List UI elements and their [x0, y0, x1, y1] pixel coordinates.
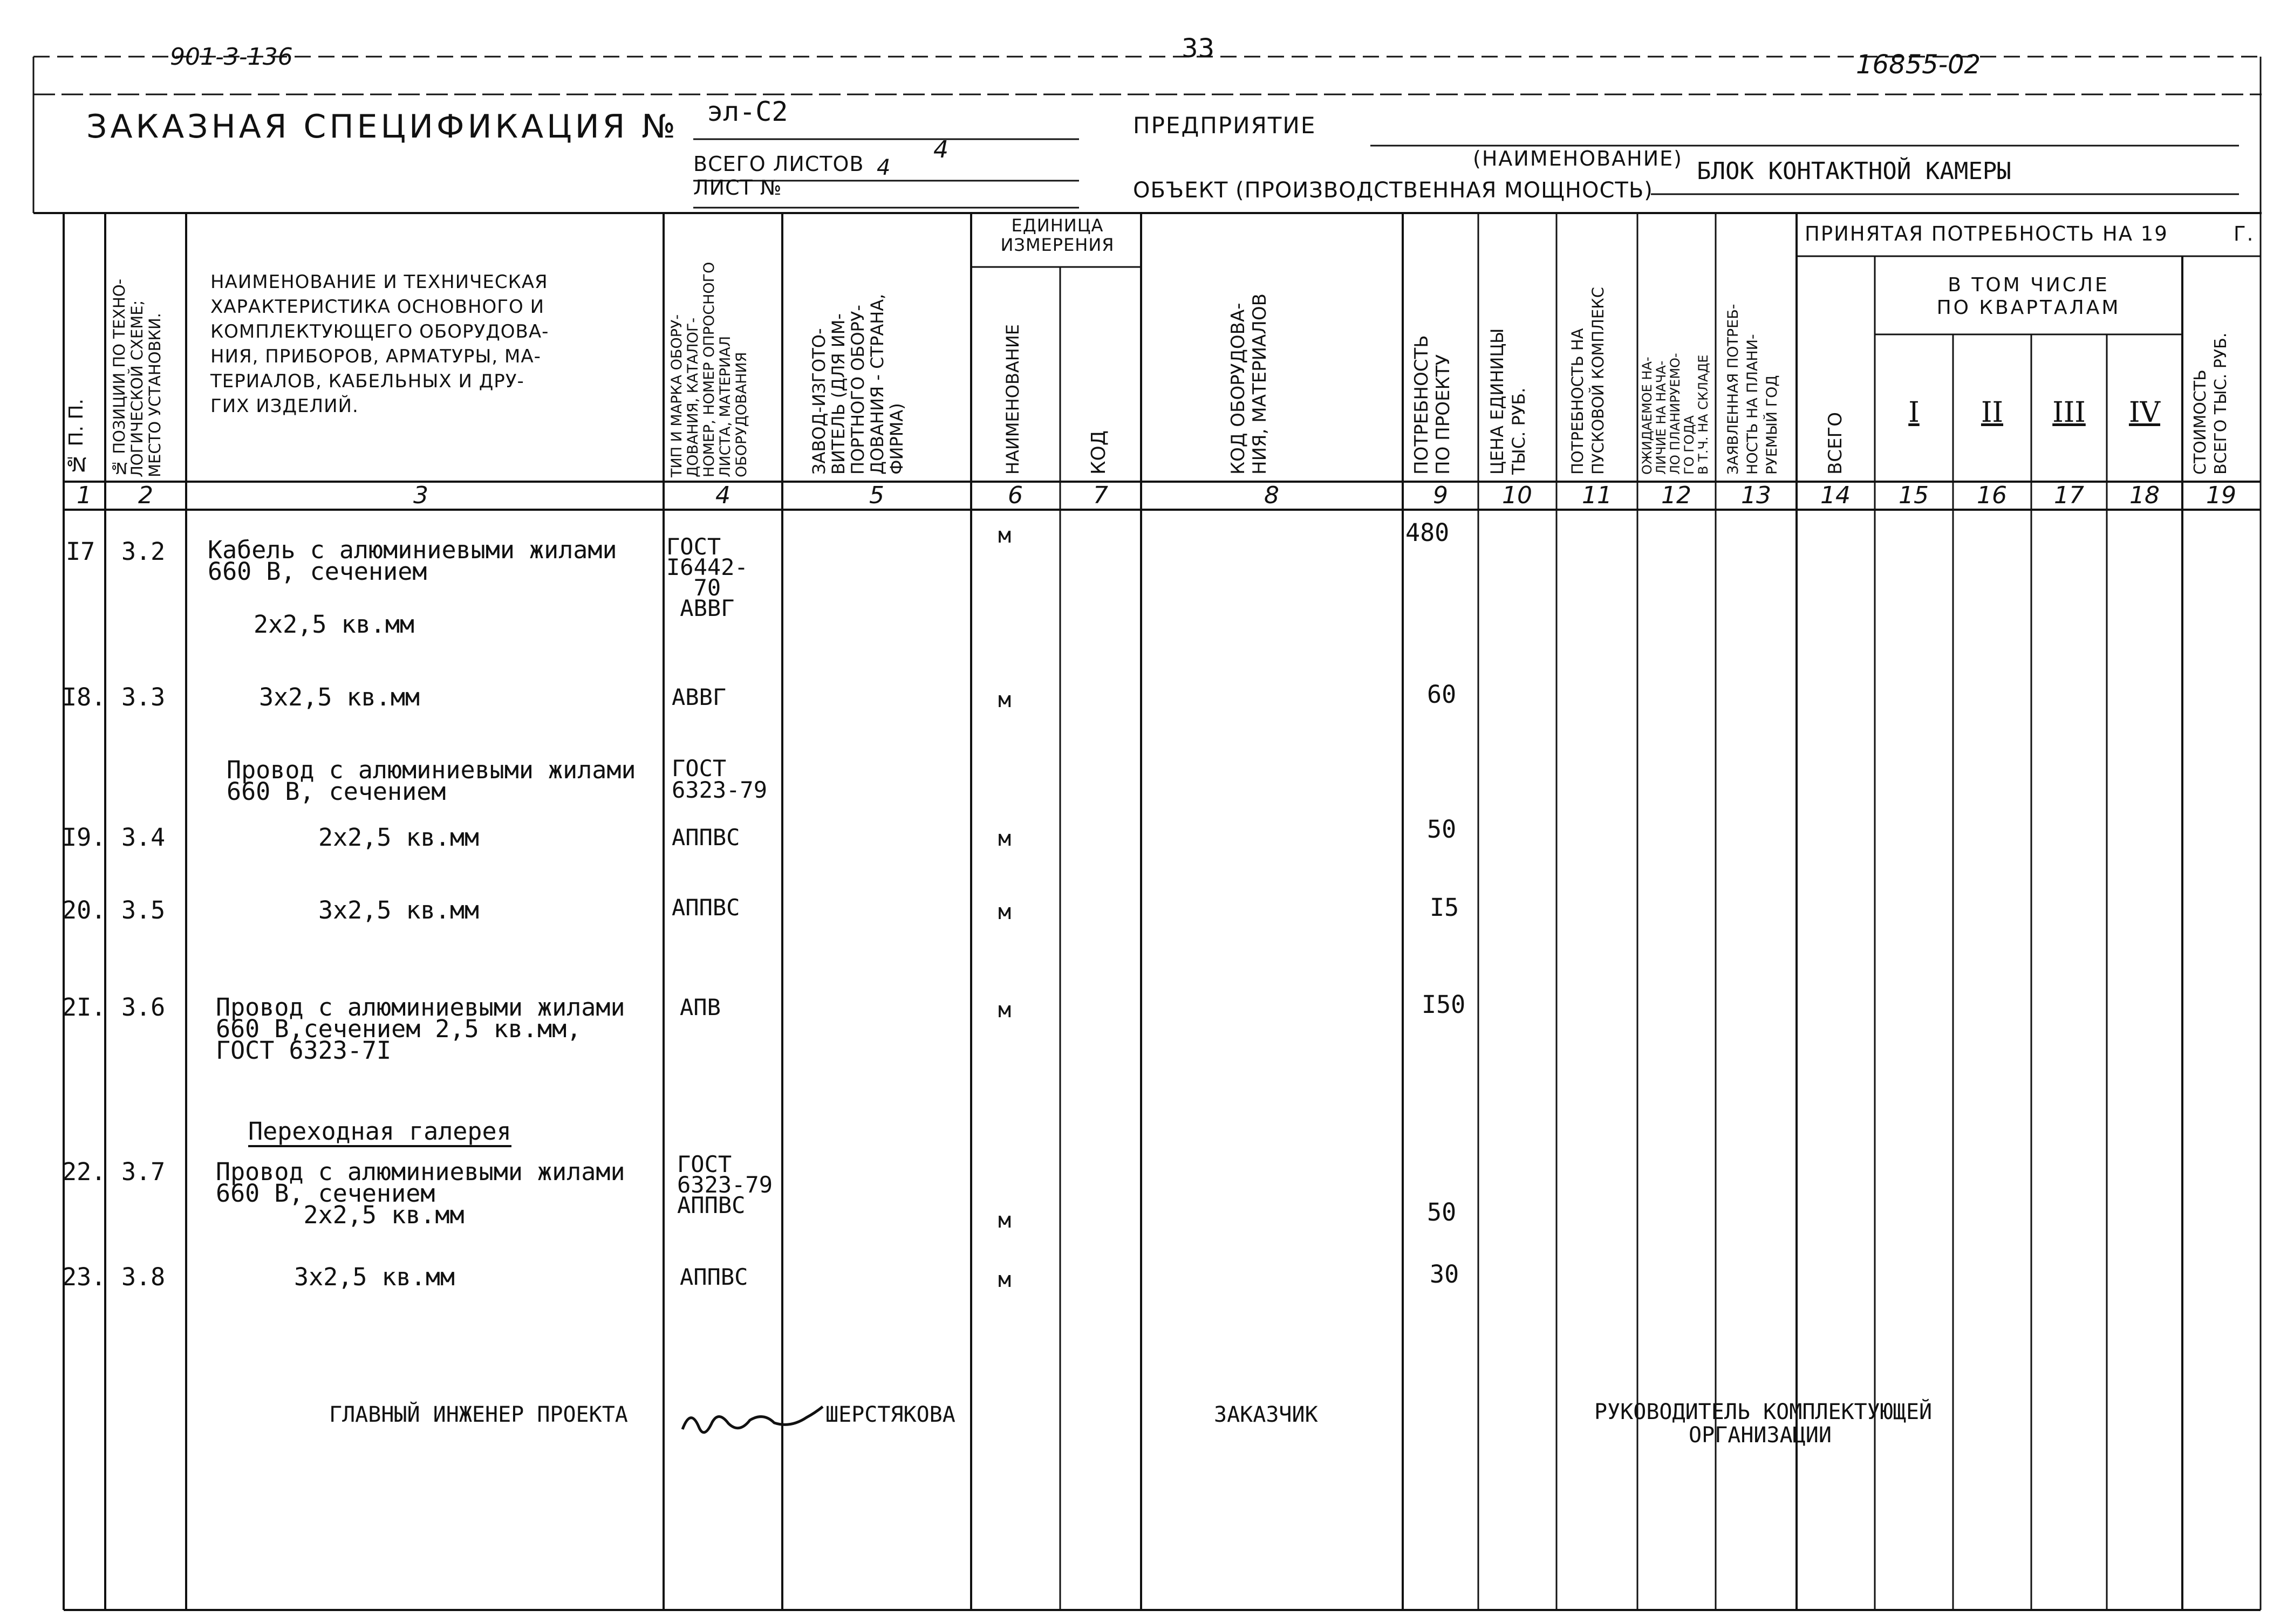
- unit-cell: м: [998, 523, 1012, 548]
- name-cell: 2х2,5 кв.мм: [254, 610, 415, 639]
- col-header-16: II: [1981, 396, 2004, 429]
- accepted-suffix: Г.: [2234, 222, 2255, 245]
- position-cell: 3.6: [121, 993, 166, 1022]
- col-header-13: ЗАЯВЛЕННАЯ ПОТРЕБ- НОСТЬ НА ПЛАНИ- РУЕМЫЙ ГОД: [1725, 304, 1780, 475]
- qty-cell: 30: [1430, 1260, 1459, 1289]
- name-cell: Провод с алюминиевыми жилами 660 В,сечением 2,5 кв.мм, ГОСТ 6323-7I: [216, 993, 625, 1065]
- position-cell: 3.8: [121, 1263, 166, 1291]
- position-cell: 3.3: [121, 683, 166, 711]
- col-header-6-group: ЕДИНИЦА ИЗМЕРЕНИЯ: [1000, 215, 1115, 255]
- unit-cell: м: [998, 998, 1012, 1023]
- sheet-value: 4: [877, 155, 891, 180]
- type-cell: АППВС: [672, 894, 740, 921]
- row-number: I7: [66, 537, 95, 566]
- type-cell: АВВГ: [672, 684, 727, 710]
- col-header-2: № ПОЗИЦИИ ПО ТЕХНО- ЛОГИЧЕСКОЙ СХЕМЕ; МЕСТО УСТАНОВКИ.: [110, 278, 164, 477]
- row-number: 22.: [62, 1157, 106, 1186]
- col-header-7: КОД: [1088, 430, 1110, 475]
- type-cell: ГОСТ I6442- 70 АВВГ: [666, 533, 748, 621]
- enterprise-label: ПРЕДПРИЯТИЕ: [1133, 112, 1316, 139]
- column-number: 2: [138, 482, 153, 509]
- chief-engineer-name: ШЕРСТЯКОВА: [825, 1402, 955, 1427]
- name-cell: 3х2,5 кв.мм: [294, 1263, 455, 1291]
- type-cell: ГОСТ 6323-79: [672, 755, 768, 803]
- column-number: 7: [1093, 482, 1108, 509]
- position-cell: 3.7: [121, 1157, 166, 1186]
- unit-cell: м: [998, 1208, 1012, 1233]
- signature-scribble: [682, 1407, 823, 1433]
- qty-cell: I50: [1422, 990, 1466, 1019]
- row-number: 2I.: [62, 993, 106, 1022]
- unit-cell: м: [998, 900, 1012, 924]
- type-cell: ГОСТ 6323-79 АППВС: [677, 1151, 773, 1218]
- name-cell: Провод с алюминиевыми жилами 660 В, сечением 2х2,5 кв.мм: [216, 1157, 625, 1229]
- qty-cell: 480: [1405, 518, 1450, 547]
- type-cell: АПВ: [680, 994, 721, 1020]
- unit-cell: м: [998, 1267, 1012, 1292]
- col-header-3: НАИМЕНОВАНИЕ И ТЕХНИЧЕСКАЯ ХАРАКТЕРИСТИКА ОСНОВНОГО И КОМПЛЕКТУЮЩЕГО ОБОРУДОВА- НИЯ, ПРИБОРОВ, АРМАТУРЫ, МА- ТЕРИАЛОВ, КАБЕЛЬНЫХ И ДРУ- ГИХ ИЗДЕЛИЙ.: [210, 271, 549, 417]
- accepted-label: ПРИНЯТАЯ ПОТРЕБНОСТЬ НА 19: [1805, 222, 2168, 245]
- column-number: 8: [1264, 482, 1279, 509]
- column-number: 13: [1741, 482, 1771, 509]
- naming-caption: (НАИМЕНОВАНИЕ): [1473, 147, 1683, 170]
- col-header-5: ЗАВОД-ИЗГОТО- ВИТЕЛЬ (ДЛЯ ИМ- ПОРТНОГО ОБОРУ- ДОВАНИЯ - СТРАНА, ФИРМА): [809, 293, 907, 475]
- row-number: 23.: [62, 1263, 106, 1291]
- quarters-label: В ТОМ ЧИСЛЕ ПО КВАРТАЛАМ: [1936, 274, 2121, 319]
- unit-cell: м: [998, 688, 1012, 712]
- column-number: 18: [2129, 482, 2160, 509]
- object-value: БЛОК КОНТАКТНОЙ КАМЕРЫ: [1697, 157, 2011, 185]
- supplier-label-line2: ОРГАНИЗАЦИИ: [1689, 1423, 1832, 1448]
- row-number: I9.: [62, 823, 106, 852]
- name-cell: Провод с алюминиевыми жилами 660 В, сечением: [227, 756, 636, 806]
- sheet-label: ЛИСТ №: [693, 176, 782, 200]
- page-number: 33: [1182, 33, 1215, 64]
- col-header-6: НАИМЕНОВАНИЕ: [1002, 324, 1023, 475]
- name-cell: 3х2,5 кв.мм: [259, 683, 420, 711]
- spec-number: эл-С2: [707, 96, 788, 127]
- column-number: 16: [1977, 482, 2007, 509]
- type-cell: АППВС: [672, 824, 740, 851]
- position-cell: 3.2: [121, 537, 166, 566]
- supplier-label-line1: РУКОВОДИТЕЛЬ КОМПЛЕКТУЮЩЕЙ: [1594, 1400, 1933, 1424]
- col-header-19: СТОИМОСТЬ ВСЕГО ТЫС. РУБ.: [2191, 332, 2230, 475]
- column-number: 15: [1899, 482, 1929, 509]
- row-number: I8.: [62, 683, 106, 711]
- name-cell: Кабель с алюминиевыми жилами 660 В, сечением: [208, 536, 617, 586]
- col-header-18: IV: [2128, 396, 2161, 429]
- object-label: ОБЪЕКТ (ПРОИЗВОДСТВЕННАЯ МОЩНОСТЬ): [1133, 178, 1653, 203]
- total-sheets-label: ВСЕГО ЛИСТОВ: [693, 152, 864, 176]
- doc-code: 901-3-136: [170, 43, 293, 71]
- column-number: 6: [1008, 482, 1023, 509]
- qty-cell: I5: [1430, 893, 1459, 922]
- qty-cell: 50: [1427, 815, 1457, 844]
- column-number: 5: [869, 482, 884, 509]
- spec-title: ЗАКАЗНАЯ СПЕЦИФИКАЦИЯ №: [86, 108, 679, 146]
- column-number: 11: [1582, 482, 1612, 509]
- col-header-10: ЦЕНА ЕДИНИЦЫ ТЫС. РУБ.: [1487, 328, 1529, 475]
- unit-cell: м: [998, 826, 1012, 851]
- name-cell: 2х2,5 кв.мм: [318, 823, 480, 852]
- col-header-14: ВСЕГО: [1825, 412, 1846, 475]
- position-cell: 3.5: [121, 896, 166, 924]
- type-cell: АППВС: [680, 1264, 748, 1290]
- name-cell: 3х2,5 кв.мм: [318, 896, 480, 924]
- qty-cell: 50: [1427, 1198, 1457, 1226]
- col-header-1: № П. П.: [65, 399, 87, 475]
- column-number: 10: [1502, 482, 1532, 509]
- chief-engineer-label: ГЛАВНЫЙ ИНЖЕНЕР ПРОЕКТА: [329, 1402, 628, 1427]
- column-number: 19: [2206, 482, 2236, 509]
- customer-label: ЗАКАЗЧИК: [1214, 1402, 1318, 1427]
- qty-cell: 60: [1427, 680, 1457, 709]
- column-number: 3: [413, 482, 428, 509]
- col-header-11: ПОТРЕБНОСТЬ НА ПУСКОВОЙ КОМПЛЕКС: [1568, 287, 1607, 475]
- doc-number: 16855-02: [1856, 50, 1981, 80]
- section-heading: Переходная галерея: [248, 1119, 511, 1147]
- col-header-12: ОЖИДАЕМОЕ НА- ЛИЧИЕ НА НАЧА- ЛО ПЛАНИРУЕМО- ГО ГОДА В Т.Ч. НА СКЛАДЕ: [1640, 353, 1711, 475]
- col-header-15: I: [1908, 396, 1920, 429]
- column-number: 17: [2054, 482, 2084, 509]
- total-sheets-value: 4: [933, 136, 948, 163]
- column-number: 4: [715, 482, 730, 509]
- col-header-17: III: [2052, 396, 2086, 429]
- column-number: 14: [1820, 482, 1851, 509]
- row-number: 20.: [62, 896, 106, 924]
- position-cell: 3.4: [121, 823, 166, 852]
- col-header-8: КОД ОБОРУДОВА- НИЯ, МАТЕРИАЛОВ: [1227, 293, 1271, 475]
- column-number: 12: [1661, 482, 1691, 509]
- column-number: 1: [77, 482, 92, 509]
- col-header-4: ТИП И МАРКА ОБОРУ- ДОВАНИЯ, КАТАЛОГ- НОМЕР, НОМЕР ОПРОСНОГО ЛИСТА, МАТЕРИАЛ ОБОРУДОВАНИЯ: [668, 262, 750, 477]
- col-header-9: ПОТРЕБНОСТЬ ПО ПРОЕКТУ: [1411, 335, 1454, 475]
- column-number: 9: [1433, 482, 1448, 509]
